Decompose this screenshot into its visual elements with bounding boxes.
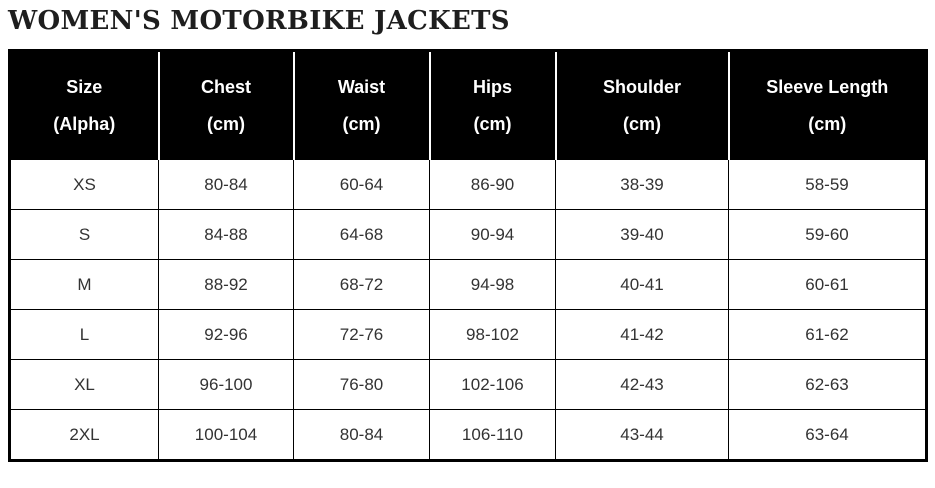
table-cell: 102-106 <box>430 360 556 410</box>
column-header-shoulder <box>556 51 729 160</box>
table-cell: 94-98 <box>430 260 556 310</box>
column-header-label: Shoulder <box>602 76 681 97</box>
page-title: WOMEN'S MOTORBIKE JACKETS <box>8 6 510 36</box>
table-cell: L <box>10 310 159 360</box>
table-cell: 64-68 <box>294 210 430 260</box>
column-header-unit: (cm) <box>622 113 661 134</box>
table-cell: 96-100 <box>159 360 294 410</box>
table-cell: 90-94 <box>430 210 556 260</box>
table-cell: XL <box>10 360 159 410</box>
column-header-hips <box>430 51 556 160</box>
column-header-waist <box>294 51 430 160</box>
column-header-label: Waist <box>337 76 386 97</box>
table-cell: 84-88 <box>159 210 294 260</box>
table-header-row <box>10 51 927 160</box>
column-header-sleeve-length <box>729 51 927 160</box>
table-cell: 60-61 <box>729 260 927 310</box>
table-row <box>10 310 927 360</box>
table-cell: 80-84 <box>294 410 430 461</box>
table-cell: 38-39 <box>556 160 729 210</box>
table-row <box>10 260 927 310</box>
column-header-size <box>10 51 159 160</box>
table-row <box>10 410 927 461</box>
table-cell: 106-110 <box>430 410 556 461</box>
table-row <box>10 360 927 410</box>
column-header-unit: (Alpha) <box>53 113 116 134</box>
table-cell: 39-40 <box>556 210 729 260</box>
table-cell: 42-43 <box>556 360 729 410</box>
table-cell: XS <box>10 160 159 210</box>
table-cell: 92-96 <box>159 310 294 360</box>
table-cell: 60-64 <box>294 160 430 210</box>
table-cell: 58-59 <box>729 160 927 210</box>
column-header-label: Size <box>66 76 103 97</box>
column-header-unit: (cm) <box>473 113 512 134</box>
column-header-unit: (cm) <box>206 113 245 134</box>
table-cell: 76-80 <box>294 360 430 410</box>
table-cell: 98-102 <box>430 310 556 360</box>
table-body <box>10 160 927 461</box>
table-cell: 2XL <box>10 410 159 461</box>
table-cell: 88-92 <box>159 260 294 310</box>
table-row <box>10 160 927 210</box>
column-header-label: Chest <box>200 76 251 97</box>
column-header-unit: (cm) <box>342 113 381 134</box>
table-cell: 100-104 <box>159 410 294 461</box>
table-cell: 41-42 <box>556 310 729 360</box>
table-row <box>10 210 927 260</box>
table-cell: 43-44 <box>556 410 729 461</box>
table-cell: 40-41 <box>556 260 729 310</box>
table-cell: 68-72 <box>294 260 430 310</box>
table-cell: M <box>10 260 159 310</box>
table-cell: S <box>10 210 159 260</box>
table-cell: 80-84 <box>159 160 294 210</box>
table-cell: 72-76 <box>294 310 430 360</box>
column-header-label: Hips <box>472 76 512 97</box>
column-header-label: Sleeve Length <box>766 76 889 97</box>
table-cell: 59-60 <box>729 210 927 260</box>
table-cell: 61-62 <box>729 310 927 360</box>
column-header-chest <box>159 51 294 160</box>
table-cell: 62-63 <box>729 360 927 410</box>
size-chart-table <box>8 49 928 462</box>
table-header <box>10 51 927 160</box>
table-cell: 63-64 <box>729 410 927 461</box>
table-cell: 86-90 <box>430 160 556 210</box>
column-header-unit: (cm) <box>808 113 847 134</box>
